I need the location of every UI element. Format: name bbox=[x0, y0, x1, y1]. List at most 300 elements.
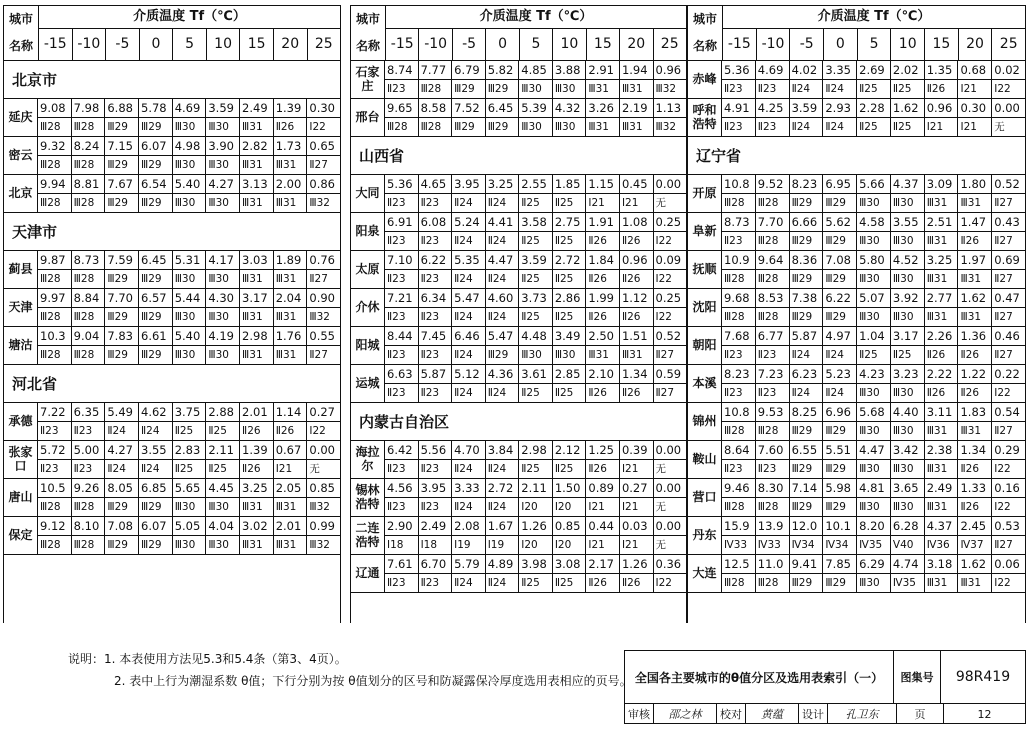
theta-value: 0.27 bbox=[309, 405, 335, 419]
zone-page-code: Ⅲ31 bbox=[620, 346, 654, 364]
theta-value: 7.10 bbox=[385, 251, 419, 269]
theta-row bbox=[722, 175, 1025, 194]
zone-row bbox=[722, 498, 1025, 516]
city-row bbox=[688, 61, 1025, 99]
city-header-line-1: 城市 bbox=[692, 12, 717, 27]
zone-page-code: Ⅲ30 bbox=[891, 308, 925, 326]
theta-value: 4.37 bbox=[925, 517, 959, 535]
theta-value: 3.42 bbox=[891, 441, 925, 459]
zone-page-code: Ⅰ21 bbox=[620, 536, 654, 554]
theta-row bbox=[38, 517, 340, 536]
zone-page-code: Ⅲ31 bbox=[240, 346, 274, 364]
theta-value: 0.03 bbox=[620, 517, 654, 535]
city-header-line-2: 名称 bbox=[355, 39, 380, 54]
theta-value: 2.01 bbox=[274, 517, 308, 535]
theta-value: 7.23 bbox=[756, 365, 790, 383]
city-name: 塘沽 bbox=[4, 327, 38, 364]
theta-value: 1.22 bbox=[958, 365, 992, 383]
zone-page-code: Ⅲ31 bbox=[958, 422, 992, 440]
theta-value: 8.81 bbox=[72, 175, 106, 193]
theta-row bbox=[385, 555, 686, 574]
theta-value: 7.67 bbox=[105, 175, 139, 193]
zone-row bbox=[385, 536, 686, 554]
theta-value: 1.91 bbox=[586, 213, 620, 231]
theta-value: 1.15 bbox=[586, 175, 620, 193]
theta-value: 9.53 bbox=[756, 403, 790, 421]
theta-value: 1.39 bbox=[274, 99, 308, 117]
theta-value: 4.81 bbox=[857, 479, 891, 497]
theta-value: 5.36 bbox=[385, 175, 419, 193]
zone-page-code: Ⅱ23 bbox=[385, 384, 419, 402]
page-label: 页 bbox=[897, 704, 944, 724]
medium-temperature-title: 介质温度 Tf（℃） bbox=[386, 6, 686, 29]
city-values bbox=[38, 137, 340, 174]
zone-row bbox=[38, 156, 340, 174]
zone-page-code: Ⅱ25 bbox=[553, 574, 587, 592]
design-label: 设计 bbox=[799, 704, 828, 724]
theta-row bbox=[38, 479, 340, 498]
theta-value: 5.82 bbox=[486, 61, 520, 79]
zone-page-code: Ⅰ18 bbox=[419, 536, 453, 554]
theta-value: 4.17 bbox=[206, 251, 240, 269]
theta-value: 1.62 bbox=[958, 555, 992, 573]
zone-page-code: Ⅱ27 bbox=[994, 235, 1013, 247]
theta-value: 1.73 bbox=[274, 137, 308, 155]
zone-row bbox=[38, 422, 340, 440]
zone-page-code: Ⅱ27 bbox=[994, 311, 1013, 323]
theta-value: 1.25 bbox=[586, 441, 620, 459]
theta-value: 5.31 bbox=[173, 251, 207, 269]
zone-page-code: Ⅱ23 bbox=[385, 308, 419, 326]
zone-page-code: Ⅱ26 bbox=[586, 574, 620, 592]
zone-page-code: Ⅲ31 bbox=[586, 346, 620, 364]
temperature-column-header: 0 bbox=[140, 29, 174, 60]
zone-page-code: Ⅲ30 bbox=[519, 80, 553, 98]
zone-page-code: Ⅱ26 bbox=[274, 118, 308, 136]
zone-page-code: Ⅱ27 bbox=[309, 349, 328, 361]
temperature-column-header: 10 bbox=[207, 29, 241, 60]
theta-value: 2.01 bbox=[240, 403, 274, 421]
zone-row bbox=[385, 498, 686, 516]
zone-page-code: Ⅱ24 bbox=[486, 194, 520, 212]
theta-value: 10.9 bbox=[722, 251, 756, 269]
theta-value: 3.03 bbox=[240, 251, 274, 269]
zone-page-code: Ⅰ21 bbox=[925, 118, 959, 136]
zone-page-code: Ⅱ26 bbox=[925, 80, 959, 98]
city-row bbox=[688, 365, 1025, 403]
city-values bbox=[385, 175, 686, 212]
zone-page-code: Ⅲ29 bbox=[105, 194, 139, 212]
zone-page-code: Ⅱ25 bbox=[553, 384, 587, 402]
zone-page-code: Ⅱ25 bbox=[519, 194, 553, 212]
zone-page-code: Ⅲ28 bbox=[756, 232, 790, 250]
city-values bbox=[722, 479, 1025, 516]
city-values bbox=[722, 403, 1025, 440]
theta-value: 10.8 bbox=[722, 403, 756, 421]
zone-page-code: Ⅱ26 bbox=[925, 346, 959, 364]
theta-value: 0.45 bbox=[620, 175, 654, 193]
city-row bbox=[4, 327, 340, 365]
theta-value: 5.72 bbox=[38, 441, 72, 459]
zone-page-code: Ⅲ30 bbox=[206, 536, 240, 554]
theta-value: 3.25 bbox=[240, 479, 274, 497]
zone-page-code: Ⅱ23 bbox=[419, 384, 453, 402]
city-row bbox=[4, 99, 340, 137]
theta-value: 6.96 bbox=[823, 403, 857, 421]
theta-value: 5.80 bbox=[857, 251, 891, 269]
theta-value: 2.93 bbox=[823, 99, 857, 117]
theta-value: 2.00 bbox=[274, 175, 308, 193]
zone-page-code: Ⅱ26 bbox=[958, 346, 992, 364]
theta-value: 5.56 bbox=[419, 441, 453, 459]
theta-value: 8.84 bbox=[72, 289, 106, 307]
theta-value: 5.40 bbox=[173, 175, 207, 193]
theta-value: 4.52 bbox=[891, 251, 925, 269]
theta-value: 7.61 bbox=[385, 555, 419, 573]
temperature-column-header: 5 bbox=[520, 29, 553, 60]
theta-value: 8.23 bbox=[790, 175, 824, 193]
theta-value: 0.30 bbox=[309, 101, 335, 115]
zone-page-code: Ⅲ28 bbox=[72, 308, 106, 326]
note-line-1: 说明：1. 本表使用方法见5.3和5.4条（第3、4页）。 bbox=[68, 652, 347, 666]
theta-value: 12.0 bbox=[790, 517, 824, 535]
city-name: 运城 bbox=[351, 365, 385, 402]
theta-value: 1.50 bbox=[553, 479, 587, 497]
theta-row bbox=[722, 61, 1025, 80]
theta-value: 3.25 bbox=[486, 175, 520, 193]
theta-value: 8.73 bbox=[72, 251, 106, 269]
zone-page-code: Ⅲ28 bbox=[756, 308, 790, 326]
zone-page-code: Ⅱ23 bbox=[722, 80, 756, 98]
theta-value: 8.10 bbox=[72, 517, 106, 535]
zone-page-code: Ⅱ26 bbox=[586, 308, 620, 326]
zone-page-code: Ⅲ30 bbox=[857, 194, 891, 212]
theta-value: 4.70 bbox=[452, 441, 486, 459]
city-row bbox=[351, 479, 686, 517]
zone-page-code: Ⅱ23 bbox=[385, 460, 419, 478]
note-line-2: 2. 表中上行为潮湿系数 θ值；下行分别为按 θ值划分的区号和防凝露保冷厚度选用表相应的页号。 bbox=[114, 674, 632, 688]
theta-value: 9.64 bbox=[756, 251, 790, 269]
zone-page-code: Ⅱ23 bbox=[385, 574, 419, 592]
theta-value: 3.95 bbox=[452, 175, 486, 193]
zone-page-code: Ⅲ28 bbox=[38, 346, 72, 364]
zone-page-code: Ⅱ26 bbox=[620, 308, 654, 326]
zone-page-code: Ⅱ23 bbox=[385, 346, 419, 364]
theta-value: 6.95 bbox=[823, 175, 857, 193]
zone-page-code: Ⅲ29 bbox=[139, 308, 173, 326]
zone-page-code: Ⅱ25 bbox=[519, 232, 553, 250]
zone-page-code: Ⅱ23 bbox=[385, 270, 419, 288]
theta-value: 3.25 bbox=[925, 251, 959, 269]
city-row bbox=[351, 517, 686, 555]
theta-value: 4.65 bbox=[419, 175, 453, 193]
zone-page-code: Ⅱ24 bbox=[823, 80, 857, 98]
zone-page-code: Ⅲ30 bbox=[206, 118, 240, 136]
theta-value: 4.47 bbox=[486, 251, 520, 269]
city-row bbox=[351, 365, 686, 403]
city-name: 辽通 bbox=[351, 555, 385, 592]
city-row bbox=[351, 289, 686, 327]
zone-page-code: Ⅰ20 bbox=[553, 536, 587, 554]
theta-value: 2.10 bbox=[586, 365, 620, 383]
zone-page-code: Ⅲ29 bbox=[823, 308, 857, 326]
temperature-column-header: -10 bbox=[419, 29, 452, 60]
theta-value: 4.02 bbox=[790, 61, 824, 79]
zone-page-code: Ⅲ29 bbox=[823, 232, 857, 250]
zone-page-code: Ⅱ25 bbox=[519, 384, 553, 402]
zone-page-code: Ⅱ26 bbox=[925, 384, 959, 402]
zone-page-code: Ⅰ22 bbox=[994, 577, 1011, 589]
theta-value: 5.39 bbox=[519, 99, 553, 117]
theta-value: 1.34 bbox=[620, 365, 654, 383]
zone-page-code: Ⅲ31 bbox=[274, 536, 308, 554]
table-header bbox=[351, 6, 686, 61]
zone-page-code: Ⅲ31 bbox=[274, 346, 308, 364]
theta-value: 6.85 bbox=[139, 479, 173, 497]
theta-value: 9.94 bbox=[38, 175, 72, 193]
zone-page-code: Ⅱ23 bbox=[756, 384, 790, 402]
theta-value: 8.74 bbox=[385, 61, 419, 79]
zone-page-code: Ⅲ31 bbox=[925, 498, 959, 516]
zone-page-code: Ⅲ29 bbox=[486, 346, 520, 364]
theta-value: 4.91 bbox=[722, 99, 756, 117]
theta-value: 7.70 bbox=[105, 289, 139, 307]
city-name: 北京 bbox=[4, 175, 38, 212]
theta-value: 3.13 bbox=[240, 175, 274, 193]
city-name: 锦州 bbox=[688, 403, 722, 440]
city-values bbox=[722, 213, 1025, 250]
city-name: 营口 bbox=[688, 479, 722, 516]
zone-page-code: Ⅲ30 bbox=[206, 156, 240, 174]
city-values bbox=[385, 61, 686, 98]
zone-page-code: Ⅰ20 bbox=[519, 498, 553, 516]
theta-value: 5.47 bbox=[486, 327, 520, 345]
theta-value: 2.02 bbox=[891, 61, 925, 79]
zone-page-code: Ⅲ31 bbox=[925, 308, 959, 326]
city-header-line-2: 名称 bbox=[8, 39, 33, 54]
zone-row bbox=[38, 270, 340, 288]
theta-value: 4.30 bbox=[206, 289, 240, 307]
theta-value: 2.75 bbox=[553, 213, 587, 231]
zone-page-code: Ⅳ33 bbox=[722, 536, 756, 554]
zone-page-code: Ⅲ28 bbox=[756, 422, 790, 440]
zone-page-code: Ⅲ30 bbox=[857, 232, 891, 250]
city-name-header bbox=[688, 6, 723, 60]
zone-page-code: Ⅱ24 bbox=[486, 460, 520, 478]
zone-page-code: Ⅱ25 bbox=[891, 118, 925, 136]
temperature-column-header: 10 bbox=[891, 29, 925, 60]
theta-value: 0.89 bbox=[586, 479, 620, 497]
theta-row bbox=[722, 289, 1025, 308]
zone-page-code: Ⅱ24 bbox=[452, 384, 486, 402]
zone-row bbox=[722, 536, 1025, 554]
zone-page-code: Ⅲ29 bbox=[823, 460, 857, 478]
theta-value: 15.9 bbox=[722, 517, 756, 535]
theta-row bbox=[38, 137, 340, 156]
zone-page-code: Ⅱ23 bbox=[756, 80, 790, 98]
theta-value: 6.91 bbox=[385, 213, 419, 231]
table-block-3 bbox=[687, 5, 1026, 623]
theta-value: 3.17 bbox=[240, 289, 274, 307]
city-name: 呼和浩特 bbox=[688, 99, 722, 136]
city-name: 大同 bbox=[351, 175, 385, 212]
theta-row bbox=[722, 517, 1025, 536]
zone-page-code: Ⅱ24 bbox=[823, 384, 857, 402]
zone-page-code: Ⅰ22 bbox=[655, 311, 672, 323]
zone-page-code: Ⅲ30 bbox=[891, 232, 925, 250]
theta-value: 1.94 bbox=[620, 61, 654, 79]
province-heading: 北京市 bbox=[4, 61, 340, 99]
theta-value: 0.25 bbox=[655, 291, 682, 305]
theta-value: 2.26 bbox=[925, 327, 959, 345]
theta-value: 0.02 bbox=[994, 63, 1020, 77]
zone-page-code: Ⅲ31 bbox=[274, 308, 308, 326]
temperature-column-header: -10 bbox=[757, 29, 791, 60]
zone-page-code: Ⅱ24 bbox=[105, 422, 139, 440]
theta-value: 7.59 bbox=[105, 251, 139, 269]
theta-row bbox=[385, 517, 686, 536]
temperature-columns bbox=[723, 29, 1025, 60]
theta-value: 5.00 bbox=[72, 441, 106, 459]
theta-value: 2.22 bbox=[925, 365, 959, 383]
theta-value: 2.69 bbox=[857, 61, 891, 79]
zone-page-code: Ⅲ30 bbox=[173, 536, 207, 554]
theta-value: 0.30 bbox=[958, 99, 992, 117]
theta-value: 0.59 bbox=[655, 367, 682, 381]
zone-page-code: Ⅱ25 bbox=[891, 346, 925, 364]
theta-value: 7.15 bbox=[105, 137, 139, 155]
theta-value: 5.68 bbox=[857, 403, 891, 421]
temperature-column-header: 20 bbox=[620, 29, 653, 60]
city-row bbox=[351, 175, 686, 213]
theta-value: 4.47 bbox=[857, 441, 891, 459]
zone-page-code: Ⅱ23 bbox=[722, 118, 756, 136]
theta-value: 6.22 bbox=[419, 251, 453, 269]
city-row bbox=[4, 137, 340, 175]
city-values bbox=[722, 175, 1025, 212]
city-name: 赤峰 bbox=[688, 61, 722, 98]
city-name: 抚顺 bbox=[688, 251, 722, 288]
zone-page-code: Ⅲ29 bbox=[790, 422, 824, 440]
zone-page-code: Ⅲ30 bbox=[173, 270, 207, 288]
drawing-title: 全国各主要城市的θ值分区及选用表索引（一） bbox=[625, 651, 894, 703]
theta-value: 4.69 bbox=[756, 61, 790, 79]
zone-row bbox=[38, 194, 340, 212]
medium-temperature-title: 介质温度 Tf（℃） bbox=[723, 6, 1025, 29]
zone-page-code: Ⅲ32 bbox=[655, 121, 677, 133]
theta-value: 9.68 bbox=[722, 289, 756, 307]
theta-value: 2.17 bbox=[586, 555, 620, 573]
theta-value: 4.27 bbox=[105, 441, 139, 459]
theta-value: 3.59 bbox=[206, 99, 240, 117]
zone-row bbox=[722, 422, 1025, 440]
zone-page-code: Ⅱ27 bbox=[994, 197, 1013, 209]
theta-value: 0.00 bbox=[309, 443, 335, 457]
zone-page-code: Ⅲ29 bbox=[790, 232, 824, 250]
zone-page-code: Ⅰ21 bbox=[586, 498, 620, 516]
theta-value: 0.27 bbox=[620, 479, 654, 497]
zone-row bbox=[722, 118, 1025, 136]
theta-value: 1.34 bbox=[958, 441, 992, 459]
theta-value: 5.49 bbox=[105, 403, 139, 421]
zone-page-code: Ⅱ23 bbox=[38, 422, 72, 440]
theta-value: 2.72 bbox=[553, 251, 587, 269]
zone-row bbox=[722, 384, 1025, 402]
city-row bbox=[351, 213, 686, 251]
zone-page-code: Ⅲ28 bbox=[756, 498, 790, 516]
zone-page-code: Ⅲ28 bbox=[72, 270, 106, 288]
theta-row bbox=[38, 327, 340, 346]
temperature-column-header: 0 bbox=[486, 29, 519, 60]
theta-value: 3.75 bbox=[173, 403, 207, 421]
theta-value: 1.80 bbox=[958, 175, 992, 193]
city-row bbox=[351, 441, 686, 479]
zone-page-code: Ⅳ35 bbox=[857, 536, 891, 554]
theta-value: 0.25 bbox=[655, 215, 682, 229]
temperature-column-header: 10 bbox=[553, 29, 586, 60]
theta-value: 2.55 bbox=[519, 175, 553, 193]
zone-page-code: Ⅳ36 bbox=[925, 536, 959, 554]
theta-value: 7.85 bbox=[823, 555, 857, 573]
zone-page-code: Ⅱ24 bbox=[452, 346, 486, 364]
zone-page-code: Ⅱ24 bbox=[486, 574, 520, 592]
theta-value: 5.79 bbox=[452, 555, 486, 573]
theta-value: 4.60 bbox=[486, 289, 520, 307]
zone-row bbox=[38, 346, 340, 364]
zone-page-code: Ⅲ30 bbox=[891, 194, 925, 212]
zone-page-code: Ⅲ31 bbox=[274, 156, 308, 174]
city-row bbox=[688, 213, 1025, 251]
theta-value: 1.85 bbox=[553, 175, 587, 193]
zone-page-code: Ⅲ29 bbox=[486, 80, 520, 98]
city-name: 太原 bbox=[351, 251, 385, 288]
zone-page-code: Ⅳ34 bbox=[823, 536, 857, 554]
zone-page-code: Ⅱ24 bbox=[790, 346, 824, 364]
zone-page-code: Ⅱ25 bbox=[553, 270, 587, 288]
zone-page-code: Ⅲ30 bbox=[857, 308, 891, 326]
table-header bbox=[688, 6, 1025, 61]
theta-value: 3.59 bbox=[790, 99, 824, 117]
theta-value: 8.73 bbox=[722, 213, 756, 231]
zone-page-code: Ⅱ23 bbox=[722, 346, 756, 364]
city-values bbox=[38, 289, 340, 326]
theta-value: 9.87 bbox=[38, 251, 72, 269]
theta-value: 2.28 bbox=[857, 99, 891, 117]
theta-value: 4.58 bbox=[857, 213, 891, 231]
theta-value: 3.61 bbox=[519, 365, 553, 383]
zone-page-code: Ⅲ30 bbox=[173, 498, 207, 516]
theta-value: 6.88 bbox=[105, 99, 139, 117]
zone-page-code: Ⅱ26 bbox=[958, 384, 992, 402]
theta-value: 1.83 bbox=[958, 403, 992, 421]
zone-page-code: Ⅱ24 bbox=[452, 232, 486, 250]
zone-page-code: Ⅲ31 bbox=[586, 80, 620, 98]
theta-value: 3.88 bbox=[553, 61, 587, 79]
theta-value: 6.07 bbox=[139, 137, 173, 155]
zone-page-code: Ⅲ28 bbox=[722, 194, 756, 212]
zone-page-code: Ⅲ31 bbox=[274, 498, 308, 516]
city-values bbox=[722, 327, 1025, 364]
city-values bbox=[385, 365, 686, 402]
theta-value: 1.89 bbox=[274, 251, 308, 269]
theta-value: 1.13 bbox=[655, 101, 682, 115]
temperature-column-header: -5 bbox=[790, 29, 824, 60]
province-heading: 山西省 bbox=[351, 137, 686, 175]
city-values bbox=[38, 479, 340, 516]
zone-page-code: Ⅲ30 bbox=[891, 460, 925, 478]
zone-row bbox=[385, 270, 686, 288]
theta-value: 2.86 bbox=[553, 289, 587, 307]
